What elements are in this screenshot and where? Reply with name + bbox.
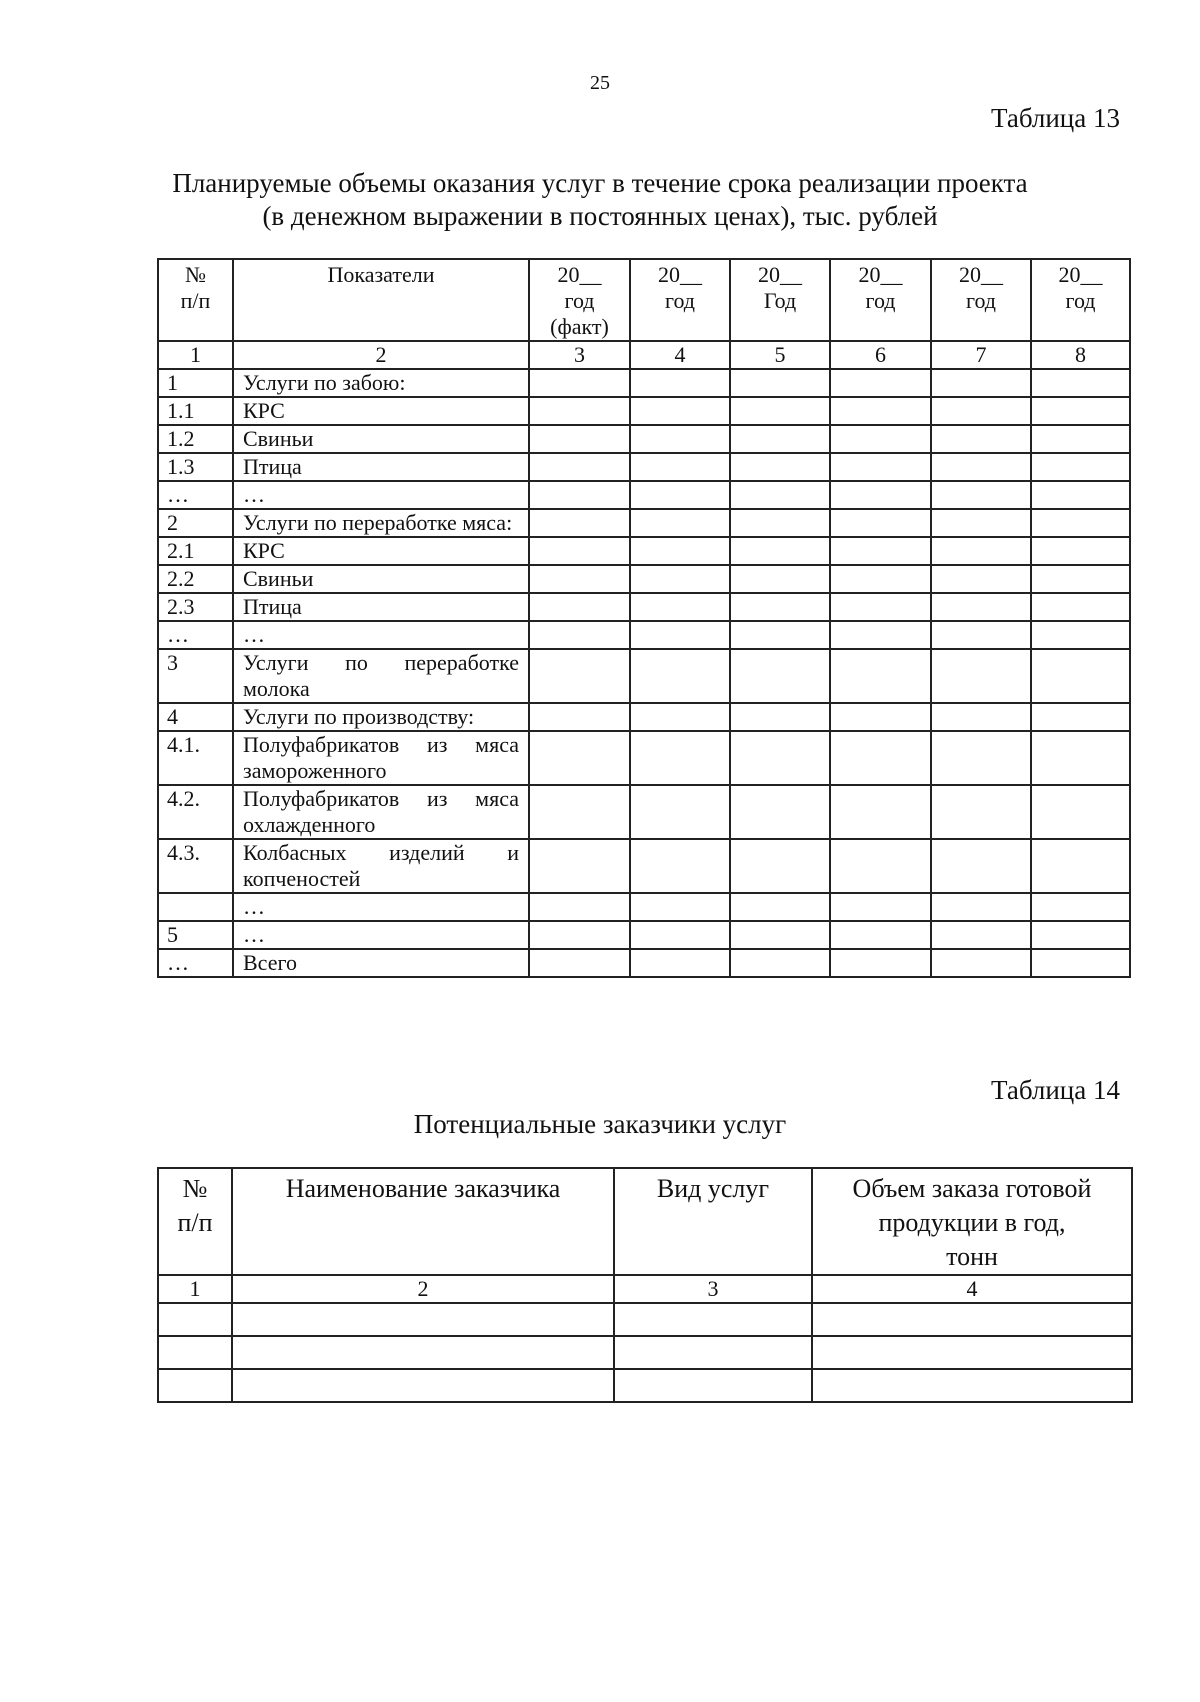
value-cell xyxy=(830,593,931,621)
value-cell xyxy=(730,621,830,649)
row-indicator: Полуфабрикатов из мяса замороженного xyxy=(233,731,529,785)
value-cell xyxy=(529,649,630,703)
column-header xyxy=(630,259,730,341)
table-row xyxy=(158,453,1130,481)
value-cell xyxy=(630,785,730,839)
row-number: 2.2 xyxy=(158,565,233,593)
value-cell xyxy=(830,425,931,453)
column-header xyxy=(931,259,1031,341)
table-row xyxy=(158,509,1130,537)
table13-title-line2: (в денежном выражении в постоянных ценах), тыс. рублей xyxy=(262,201,938,231)
column-header xyxy=(233,259,529,341)
value-cell xyxy=(529,839,630,893)
column-header xyxy=(232,1168,614,1275)
value-cell xyxy=(931,785,1031,839)
row-number: 4.2. xyxy=(158,785,233,839)
value-cell xyxy=(1031,537,1130,565)
table13-header-row xyxy=(158,259,1130,341)
column-header-line: 20__ xyxy=(858,262,903,287)
table-row xyxy=(158,1369,1132,1402)
value-cell xyxy=(830,731,931,785)
column-header-line: п/п xyxy=(177,1208,213,1237)
value-cell xyxy=(730,509,830,537)
table-row xyxy=(158,1336,1132,1369)
value-cell xyxy=(830,839,931,893)
table-row xyxy=(158,593,1130,621)
value-cell xyxy=(931,731,1031,785)
table-row xyxy=(158,703,1130,731)
value-cell xyxy=(931,537,1031,565)
value-cell xyxy=(630,949,730,977)
row-indicator: Услуги по забою: xyxy=(233,369,529,397)
value-cell xyxy=(1031,593,1130,621)
value-cell xyxy=(730,537,830,565)
value-cell xyxy=(1031,893,1130,921)
column-header xyxy=(158,259,233,341)
row-number: 1.2 xyxy=(158,425,233,453)
value-cell xyxy=(529,621,630,649)
column-header-line: год xyxy=(1065,288,1096,313)
value-cell xyxy=(529,593,630,621)
row-indicator: Птица xyxy=(233,453,529,481)
table14-title: Потенциальные заказчики услуг xyxy=(413,1109,787,1139)
value-cell xyxy=(931,481,1031,509)
value-cell xyxy=(931,921,1031,949)
value-cell xyxy=(931,703,1031,731)
value-cell xyxy=(630,537,730,565)
value-cell xyxy=(529,509,630,537)
column-header-line: год xyxy=(564,288,595,313)
empty-cell xyxy=(812,1369,1132,1402)
column-header-line: тонн xyxy=(946,1242,998,1271)
empty-cell xyxy=(614,1303,812,1336)
value-cell xyxy=(529,703,630,731)
column-number: 3 xyxy=(614,1275,812,1303)
column-header-line: № xyxy=(185,262,206,287)
column-number: 2 xyxy=(232,1275,614,1303)
row-indicator: … xyxy=(233,893,529,921)
value-cell xyxy=(830,621,931,649)
empty-cell xyxy=(232,1369,614,1402)
value-cell xyxy=(529,731,630,785)
column-header-line: Год xyxy=(763,288,797,313)
column-number: 4 xyxy=(630,341,730,369)
row-number xyxy=(158,893,233,921)
table-row xyxy=(158,893,1130,921)
value-cell xyxy=(1031,565,1130,593)
value-cell xyxy=(730,397,830,425)
value-cell xyxy=(630,369,730,397)
value-cell xyxy=(730,893,830,921)
column-header-line: п/п xyxy=(180,288,211,313)
table-row xyxy=(158,839,1130,893)
value-cell xyxy=(931,369,1031,397)
row-indicator: КРС xyxy=(233,397,529,425)
column-number: 6 xyxy=(830,341,931,369)
value-cell xyxy=(830,453,931,481)
value-cell xyxy=(931,893,1031,921)
value-cell xyxy=(730,593,830,621)
column-header xyxy=(1031,259,1130,341)
column-header-line: Вид услуг xyxy=(656,1174,770,1203)
value-cell xyxy=(630,703,730,731)
column-header-line: 20__ xyxy=(557,262,602,287)
value-cell xyxy=(1031,921,1130,949)
column-header-line: продукции в год, xyxy=(878,1208,1066,1237)
value-cell xyxy=(830,949,931,977)
row-indicator: … xyxy=(233,921,529,949)
row-number: 5 xyxy=(158,921,233,949)
services-volume-table xyxy=(157,258,1131,978)
row-number: … xyxy=(158,481,233,509)
value-cell xyxy=(630,921,730,949)
column-number: 8 xyxy=(1031,341,1130,369)
row-number: 2.3 xyxy=(158,593,233,621)
table13-title xyxy=(0,167,1200,233)
value-cell xyxy=(931,949,1031,977)
row-number: 1.3 xyxy=(158,453,233,481)
value-cell xyxy=(931,593,1031,621)
value-cell xyxy=(1031,481,1130,509)
table-row xyxy=(158,397,1130,425)
value-cell xyxy=(630,839,730,893)
column-header-line: № xyxy=(182,1174,208,1203)
table13-label: Таблица 13 xyxy=(991,103,1120,133)
value-cell xyxy=(529,921,630,949)
value-cell xyxy=(931,839,1031,893)
row-number: 1.1 xyxy=(158,397,233,425)
column-header-line: 20__ xyxy=(758,262,802,287)
row-number: 4.1. xyxy=(158,731,233,785)
value-cell xyxy=(630,731,730,785)
column-header-line: Наименование заказчика xyxy=(285,1174,561,1203)
row-number: … xyxy=(158,621,233,649)
column-number: 3 xyxy=(529,341,630,369)
value-cell xyxy=(931,453,1031,481)
column-header xyxy=(812,1168,1132,1275)
value-cell xyxy=(830,565,931,593)
value-cell xyxy=(1031,703,1130,731)
value-cell xyxy=(1031,621,1130,649)
value-cell xyxy=(730,481,830,509)
value-cell xyxy=(730,839,830,893)
empty-cell xyxy=(232,1336,614,1369)
empty-cell xyxy=(614,1369,812,1402)
column-header xyxy=(614,1168,812,1275)
column-header xyxy=(730,259,830,341)
value-cell xyxy=(529,481,630,509)
value-cell xyxy=(730,369,830,397)
row-number: 3 xyxy=(158,649,233,703)
value-cell xyxy=(630,509,730,537)
row-number: 2.1 xyxy=(158,537,233,565)
value-cell xyxy=(529,397,630,425)
table-row xyxy=(158,481,1130,509)
table-row xyxy=(158,649,1130,703)
row-number: 1 xyxy=(158,369,233,397)
column-number: 7 xyxy=(931,341,1031,369)
value-cell xyxy=(630,397,730,425)
value-cell xyxy=(830,397,931,425)
empty-cell xyxy=(158,1336,232,1369)
value-cell xyxy=(630,621,730,649)
value-cell xyxy=(830,481,931,509)
value-cell xyxy=(931,397,1031,425)
value-cell xyxy=(1031,509,1130,537)
column-header-line: Объем заказа готовой xyxy=(852,1174,1092,1203)
column-number-row xyxy=(158,1275,1132,1303)
value-cell xyxy=(931,649,1031,703)
value-cell xyxy=(730,425,830,453)
table-row xyxy=(158,621,1130,649)
value-cell xyxy=(529,425,630,453)
column-number: 2 xyxy=(233,341,529,369)
column-number: 1 xyxy=(158,341,233,369)
column-header-line: год xyxy=(664,288,696,313)
value-cell xyxy=(830,785,931,839)
empty-cell xyxy=(812,1303,1132,1336)
row-indicator: … xyxy=(233,481,529,509)
empty-cell xyxy=(158,1369,232,1402)
table-row xyxy=(158,565,1130,593)
value-cell xyxy=(830,369,931,397)
table-row xyxy=(158,949,1130,977)
value-cell xyxy=(931,425,1031,453)
value-cell xyxy=(1031,397,1130,425)
column-number: 4 xyxy=(812,1275,1132,1303)
column-header-line: 20__ xyxy=(959,262,1003,287)
table-row xyxy=(158,369,1130,397)
table-row xyxy=(158,731,1130,785)
column-number-row xyxy=(158,341,1130,369)
empty-cell xyxy=(232,1303,614,1336)
column-header xyxy=(158,1168,232,1275)
row-indicator: Всего xyxy=(233,949,529,977)
column-header-line: (факт) xyxy=(550,314,609,339)
value-cell xyxy=(529,369,630,397)
empty-cell xyxy=(158,1303,232,1336)
empty-cell xyxy=(614,1336,812,1369)
row-number: … xyxy=(158,949,233,977)
row-indicator: … xyxy=(233,621,529,649)
value-cell xyxy=(630,453,730,481)
row-indicator: Свиньи xyxy=(233,425,529,453)
column-header-line: Показатели xyxy=(327,262,435,287)
value-cell xyxy=(830,703,931,731)
value-cell xyxy=(1031,839,1130,893)
value-cell xyxy=(931,621,1031,649)
value-cell xyxy=(630,425,730,453)
value-cell xyxy=(630,593,730,621)
value-cell xyxy=(630,481,730,509)
column-header xyxy=(529,259,630,341)
column-header-line: 20__ xyxy=(1058,262,1103,287)
value-cell xyxy=(1031,731,1130,785)
value-cell xyxy=(529,785,630,839)
column-header-line: год xyxy=(965,288,997,313)
row-number: 4.3. xyxy=(158,839,233,893)
potential-customers-table xyxy=(157,1167,1133,1403)
row-number: 4 xyxy=(158,703,233,731)
row-indicator: Услуги по производству: xyxy=(233,703,529,731)
column-number: 5 xyxy=(730,341,830,369)
table14-label: Таблица 14 xyxy=(991,1075,1120,1105)
row-indicator: Свиньи xyxy=(233,565,529,593)
value-cell xyxy=(830,921,931,949)
column-header-line: 20__ xyxy=(658,262,702,287)
table14-header-row xyxy=(158,1168,1132,1275)
value-cell xyxy=(1031,453,1130,481)
column-header xyxy=(830,259,931,341)
value-cell xyxy=(730,731,830,785)
table-row xyxy=(158,425,1130,453)
value-cell xyxy=(1031,949,1130,977)
table-row xyxy=(158,785,1130,839)
value-cell xyxy=(630,649,730,703)
value-cell xyxy=(1031,649,1130,703)
table-row xyxy=(158,537,1130,565)
value-cell xyxy=(730,785,830,839)
value-cell xyxy=(830,893,931,921)
row-indicator: Услуги по переработке мяса: xyxy=(233,509,529,537)
value-cell xyxy=(830,649,931,703)
table-row xyxy=(158,921,1130,949)
empty-cell xyxy=(812,1336,1132,1369)
value-cell xyxy=(630,565,730,593)
value-cell xyxy=(730,949,830,977)
value-cell xyxy=(1031,785,1130,839)
value-cell xyxy=(1031,425,1130,453)
value-cell xyxy=(830,537,931,565)
value-cell xyxy=(529,537,630,565)
row-indicator: КРС xyxy=(233,537,529,565)
table-row xyxy=(158,1303,1132,1336)
value-cell xyxy=(730,703,830,731)
value-cell xyxy=(529,893,630,921)
value-cell xyxy=(931,509,1031,537)
value-cell xyxy=(529,949,630,977)
row-indicator: Услуги по переработке молока xyxy=(233,649,529,703)
value-cell xyxy=(730,565,830,593)
page-number: 25 xyxy=(590,72,610,94)
row-indicator: Колбасных изделий и копченостей xyxy=(233,839,529,893)
value-cell xyxy=(529,453,630,481)
value-cell xyxy=(730,921,830,949)
value-cell xyxy=(830,509,931,537)
column-header-line: год xyxy=(865,288,896,313)
value-cell xyxy=(730,649,830,703)
row-indicator: Полуфабрикатов из мяса охлажденного xyxy=(233,785,529,839)
value-cell xyxy=(1031,369,1130,397)
row-indicator: Птица xyxy=(233,593,529,621)
column-number: 1 xyxy=(158,1275,232,1303)
value-cell xyxy=(931,565,1031,593)
value-cell xyxy=(630,893,730,921)
value-cell xyxy=(730,453,830,481)
table13-title-line1: Планируемые объемы оказания услуг в течение срока реализации проекта xyxy=(172,168,1028,198)
row-number: 2 xyxy=(158,509,233,537)
value-cell xyxy=(529,565,630,593)
